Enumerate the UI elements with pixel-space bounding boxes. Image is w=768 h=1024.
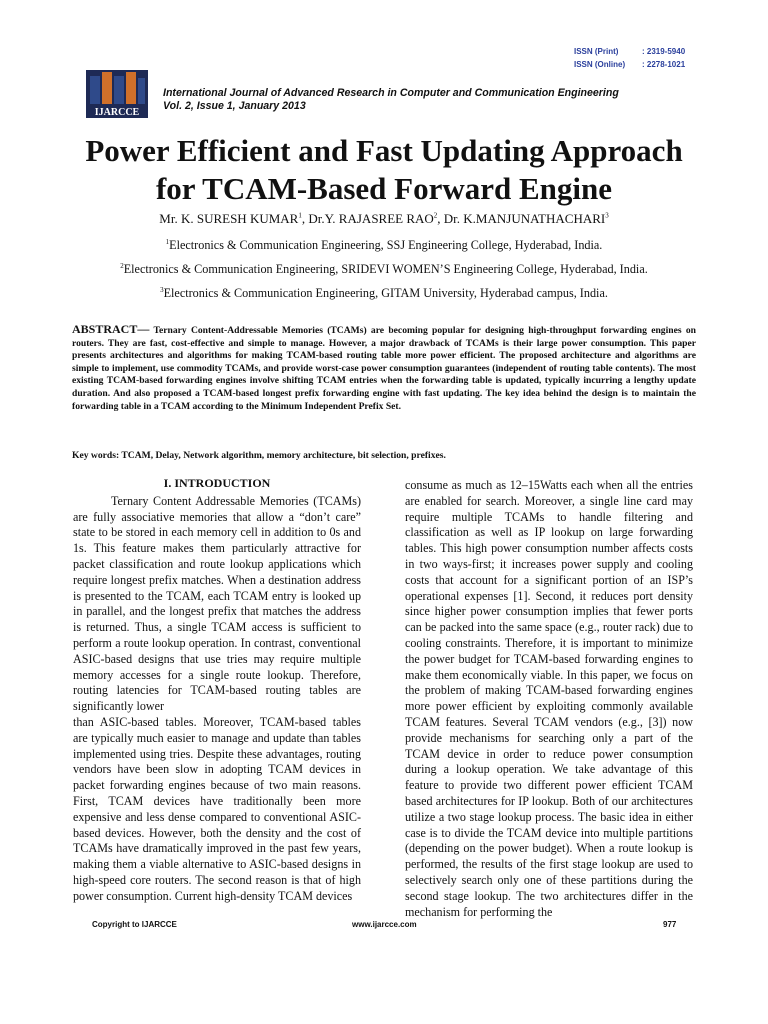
column-left [73, 476, 361, 905]
aff-1-sup: 1 [165, 238, 170, 246]
aff-2-text: Electronics & Communication Engineering, SRIDEVI WOMEN’S Engineering College, Hyderabad, India. [123, 262, 648, 277]
aff-3-text: Electronics & Communication Engineering, GITAM University, Hyderabad campus, India. [163, 286, 608, 301]
intro-paragraph-3: consume as much as 12–15Watts each when all the entries are enabled for search. Moreover, a single line card may require multiple TCAMs to handle filtering and classification as well as IP lookup on large forwarding tables. This high power consumption number affects costs in two ways-first; it increases power supply and cooling costs that account for a significant portion of an ISP’s operational expenses [1]. Second, it reduces port density since higher power consumption implies that fewer ports can be packed into the same space (e.g., router rack) due to cooling constraints. Therefore, it is important to minimize the power budget for TCAM-based forwarding engines to make them economically viable. In this paper, we focus on the problem of making TCAM-based forwarding engines more power efficient by exploiting commonly available TCAM features. Several TCAM vendors (e.g., [3]) now provide mechanisms for searching only a part of the TCAM device in order to reduce power consumption during a lookup operation. We take advantage of this feature to provide two different power efficient TCAM based architectures for IP lookup. Both of our architectures utilize a two stage lookup process. The basic idea in either case is to divide the TCAM device into multiple partitions (depending on the power budget). When a route lookup is performed, the results of the first stage lookup are used to selectively search only one of these partitions during the second stage lookup. The two architectures differ in the mechanism for performing the [405, 478, 693, 919]
intro-paragraph-1: Ternary Content Addressable Memories (TCAMs) are fully associative memories that allow a “don’t care” state to be stored in each memory cell in addition to 0s and 1s. This feature makes them particularly attractive for packet classification and route lookup applications which require longest prefix matches. When a destination address is presented to the TCAM, each TCAM entry is looked up in parallel, and the longest prefix that matches the address is returned. Thus, a single TCAM access is sufficient to perform a route lookup operation. In contrast, conventional ASIC-based designs that use tries may require multiple memory accesses for a single route lookup. Therefore, routing latencies for TCAM-based routing tables are significantly lower [73, 493, 361, 714]
column-right [405, 478, 693, 920]
aff-3-sup: 3 [160, 286, 164, 294]
journal-header [163, 87, 703, 113]
intro-paragraph-2: than ASIC-based tables. Moreover, TCAM-based tables are typically much easier to manage and update than tables implemented using tries. Despite these advantages, routing vendors have been slow in adopting TCAM devices in packet forwarding engines because of two main reasons. First, TCAM devices have traditionally been more expensive and less dense compared to conventional ASIC-based devices. However, both the density and the cost of TCAMs have dramatically improved in the past few years, making them a viable alternative to ASIC-based designs in high-speed core routers. The second reason is that of high power consumption. Current high-density TCAM devices [73, 714, 361, 903]
issn-online [574, 60, 724, 69]
journal-name: International Journal of Advanced Research in Computer and Communication Engineering [163, 87, 619, 99]
paper-title [40, 132, 728, 208]
issn-print [574, 47, 724, 56]
abstract-label: ABSTRACT— [72, 322, 150, 336]
title-line-2: for TCAM-Based Forward Engine [155, 171, 613, 206]
section-heading: I. INTRODUCTION [163, 476, 271, 490]
footer-website: www.ijarcce.com [352, 920, 417, 929]
aff-1-text: Electronics & Communication Engineering, SSJ Engineering College, Hyderabad, India. [169, 238, 603, 253]
author-3-sup: 3 [605, 211, 609, 220]
issn-online-value: : 2278-1021 [642, 60, 686, 69]
author-list [40, 211, 728, 227]
keywords: Key words: TCAM, Delay, Network algorithm, memory architecture, bit selection, prefixes. [72, 450, 446, 461]
author-3: , Dr. K.MANJUNATHACHARI [437, 211, 606, 226]
abstract [72, 323, 696, 413]
logo-text: IJARCCE [94, 107, 140, 118]
aff-2-sup: 2 [120, 262, 124, 270]
title-line-1: Power Efficient and Fast Updating Approach [85, 133, 683, 168]
issn-print-label: ISSN (Print) [574, 47, 619, 56]
author-1-sup: 1 [298, 211, 302, 220]
abstract-text: Ternary Content-Addressable Memories (TCAMs) are becoming popular for designing high-throughput forwarding engines on routers. They are fast, cost-effective and simple to manage. However, a major drawback of TCAMs is their large power consumption. This paper presents architectures and algorithms for making TCAM-based routing table more power efficient. The proposed architecture and algorithms are simple to implement, use commodity TCAMs, and provide worst-case power consumption guarantees (independent of routing table contents). The most existing TCAM-based forwarding engines involve shifting TCAM entries when the forwarding table is updated, typically incurring a lengthy update duration. And also proposed a TCAM-based longest prefix forwarding engine with fast updating. The key idea behind the design is to maintain the forwarding table in a TCAM according to the Minimum Independent Prefix Set. [72, 325, 696, 412]
author-1: Mr. K. SURESH KUMAR [159, 211, 299, 226]
issn-print-value: : 2319-5940 [642, 47, 686, 56]
affiliation-3 [40, 286, 728, 301]
issn-online-label: ISSN (Online) [574, 60, 626, 69]
journal-logo [86, 70, 148, 118]
affiliation-1 [40, 238, 728, 253]
journal-volume: Vol. 2, Issue 1, January 2013 [163, 100, 306, 112]
footer-copyright: Copyright to IJARCCE [92, 920, 177, 929]
author-2: , Dr.Y. RAJASREE RAO [301, 211, 434, 226]
author-2-sup: 2 [433, 211, 438, 220]
affiliation-2 [40, 262, 728, 277]
footer-page-number: 977 [663, 920, 677, 929]
